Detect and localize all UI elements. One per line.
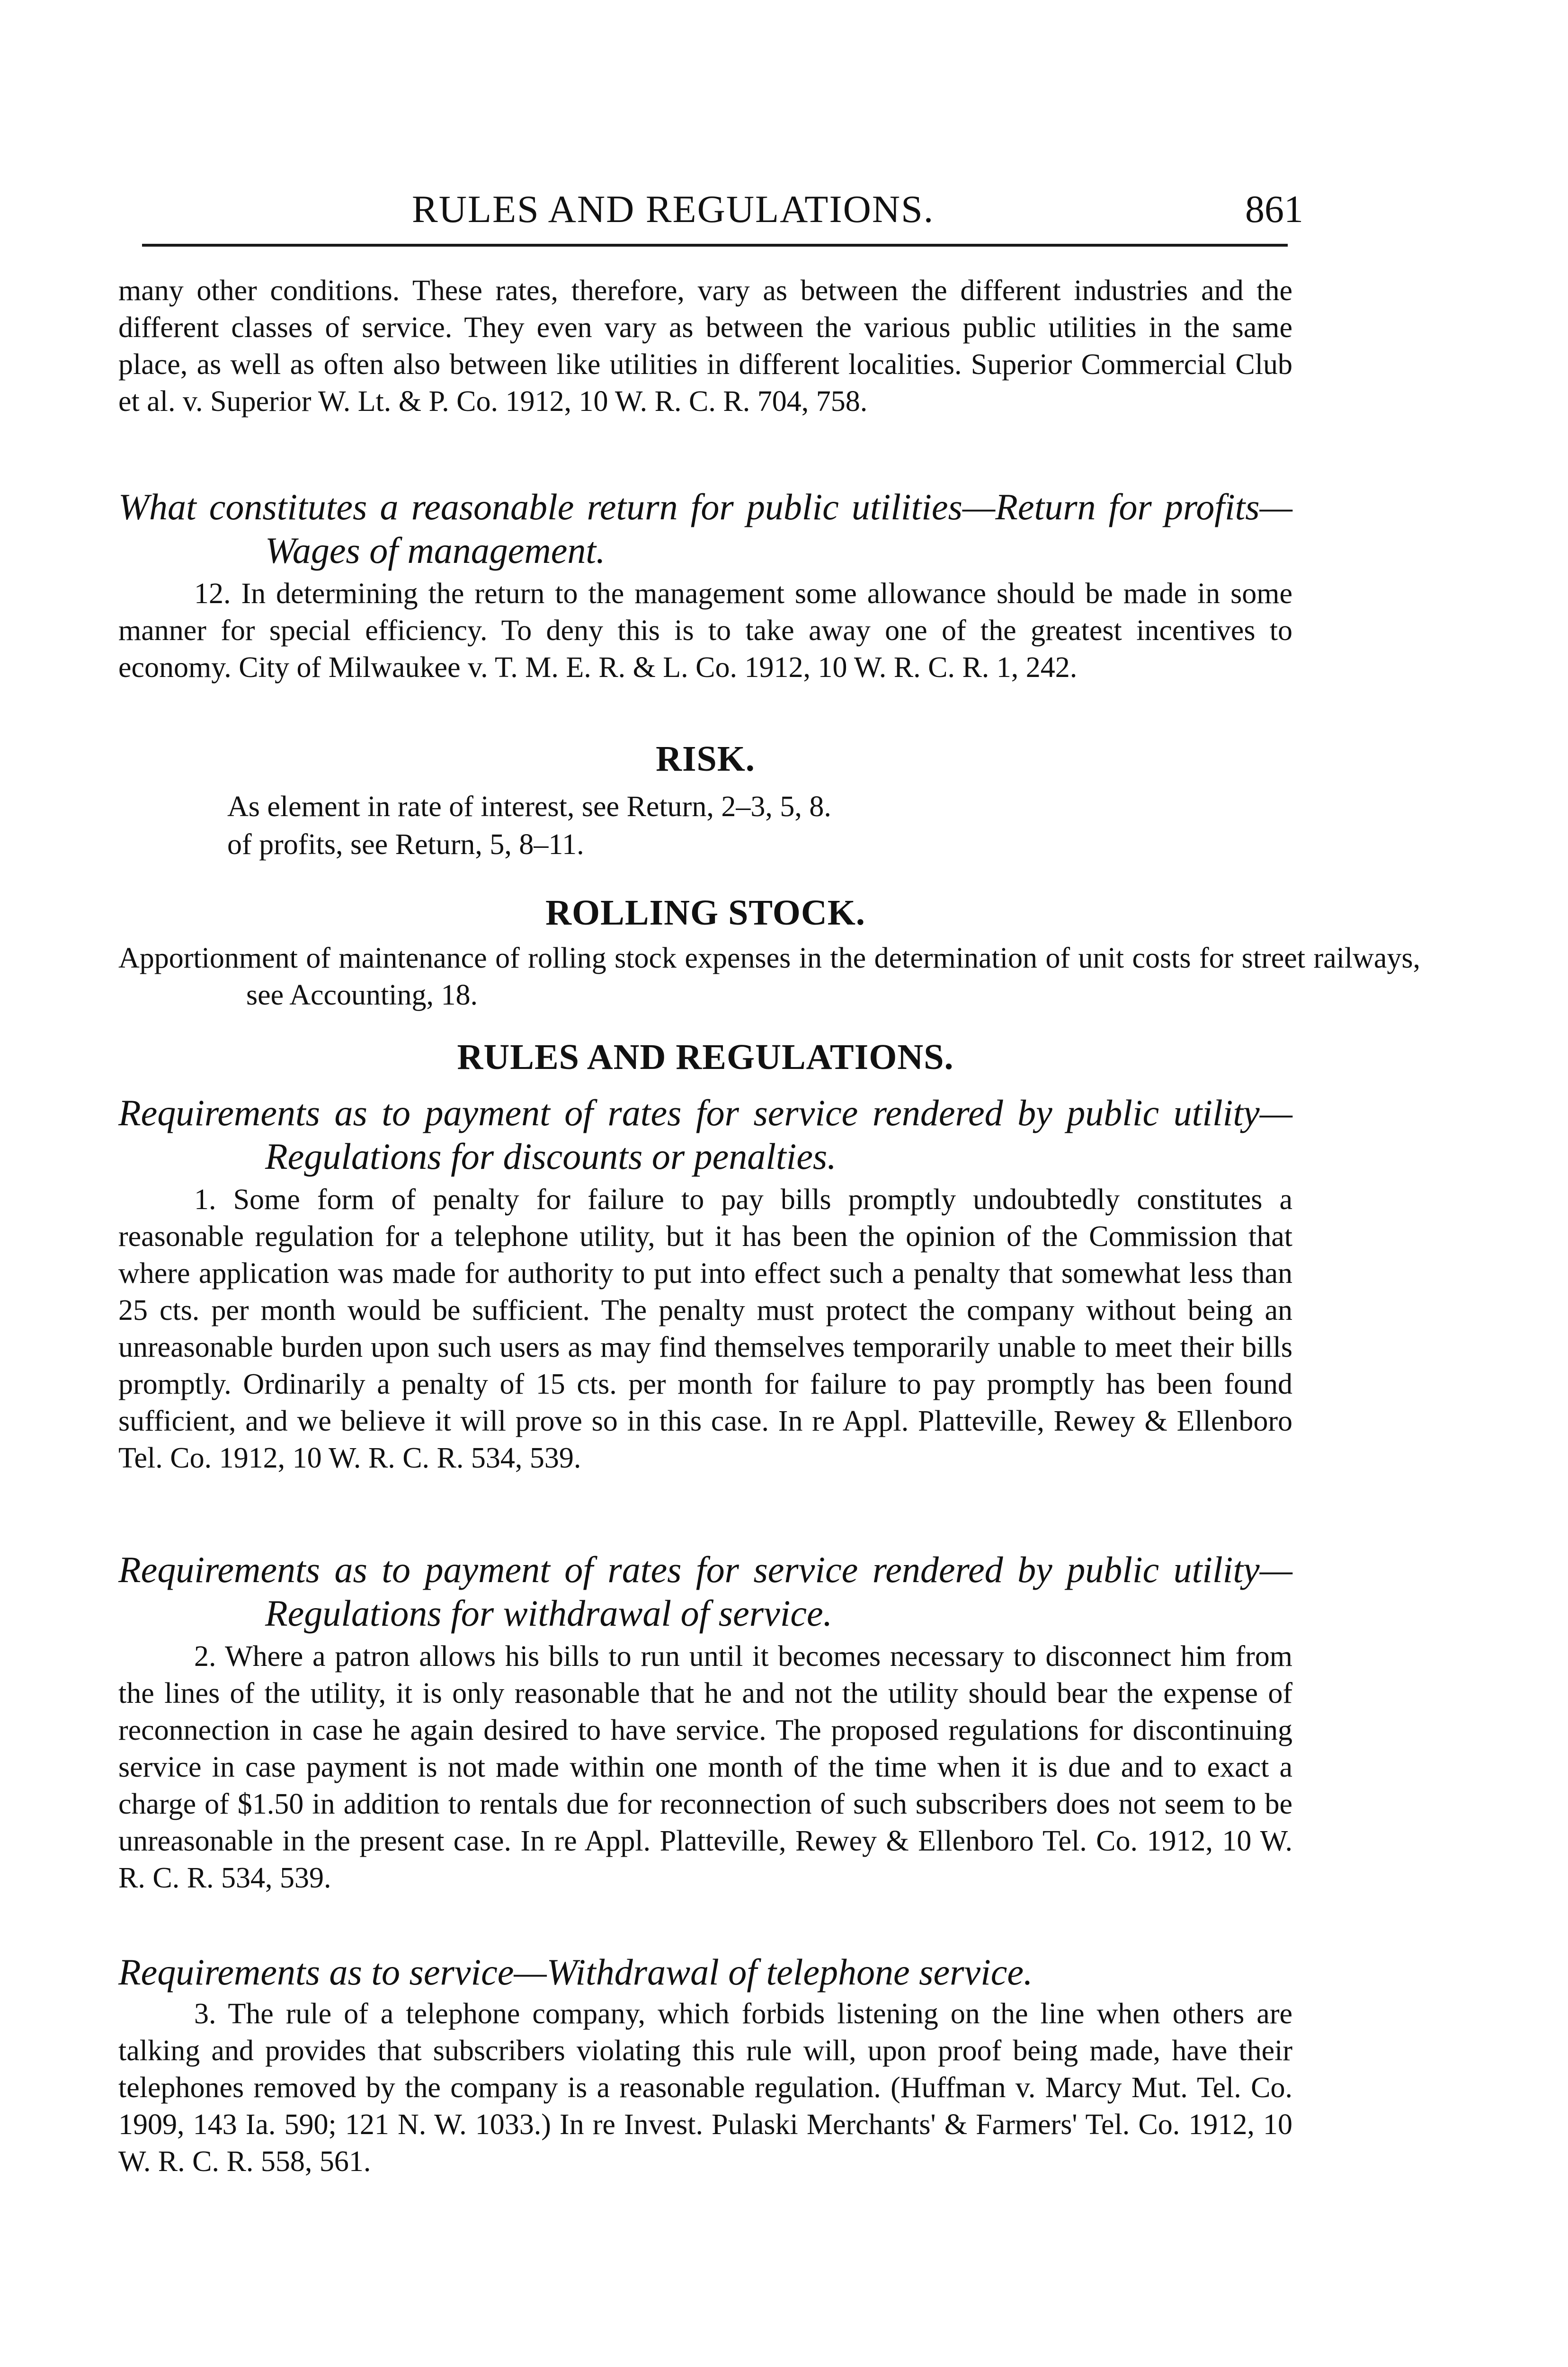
rolling-stock-entry: Apportionment of maintenance of rolling stock expenses in the determination of unit costs for street railways, see Accounting, 18. [118,942,1420,1011]
paragraph-1: 1. Some form of penalty for failure to pay bills promptly undoubtedly constitutes a reasonable regulation for a telephone utility, but it has been the opinion of the Commission that where application was made for authority to put into effect such a penalty that somewhat less than 25 cts. per month would be sufficient. The penalty must protect the company without being an unreasonable burden upon such users as may find themselves temporarily unable to meet their bills promptly. Ordinarily a penalty of 15 cts. per month for failure to pay promptly has been found sufficient, and we believe it will prove so in this case. In re Appl. Platteville, Rewey & Ellenboro Tel. Co. 1912, 10 W. R. C. R. 534, 539. [118,1184,1292,1474]
paragraph-3: 3. The rule of a telephone company, which forbids listening on the line when others are talking and provides that subscribers violating this rule will, upon proof being made, have their telephones removed by the company is a reasonable regulation. (Huffman v. Marcy Mut. Tel. Co. 1909, 143 Ia. 590; 121 N. W. 1033.) In re Invest. Pulaski Merchants' & Farmers' Tel. Co. 1912, 10 W. R. C. R. 558, 561. [118,1998,1292,2178]
page-number: 861 [1245,187,1303,231]
header-rule [142,244,1288,247]
risk-entry-profits: of profits, see Return, 5, 8–11. [227,828,584,861]
paragraph-12: 12. In determining the return to the management some allowance should be made in some manner for special efficiency. To deny this is to take away one of the greatest incentives to economy. City of Milwaukee v. T. M. E. R. & L. Co. 1912, 10 W. R. C. R. 1, 242. [118,578,1292,684]
running-title: RULES AND REGULATIONS. [412,187,935,231]
continuation-paragraph: many other conditions. These rates, therefore, vary as between the different industries and the different classes of service. They even vary as between the various public utilities in the same place, as well as often also between like utilities in different localities. Superior Commercial Club et al. v. Superior W. Lt. & P. Co. 1912, 10 W. R. C. R. 704, 758. [118,275,1292,418]
heading-rolling-stock: ROLLING STOCK. [545,893,865,933]
risk-entry-interest: As element in rate of interest, see Return, 2–3, 5, 8. [227,791,831,823]
caption-telephone-service: Requirements as to service—Withdrawal of telephone service. [118,1951,1033,1993]
heading-risk: RISK. [656,739,755,779]
section-caption-return: What constitutes a reasonable return for public utilities—Return for profits—Wages of management. [118,486,1292,571]
paragraph-2: 2. Where a patron allows his bills to run until it becomes necessary to disconnect him from the lines of the utility, it is only reasonable that he and not the utility should bear the expense of reconnection in case he again desired to have service. The proposed regulations for discontinuing service in case payment is not made within one month of the time when it is due and to exact a charge of $1.50 in addition to rentals due for reconnection of such subscribers does not seem to be unreasonable in the present case. In re Appl. Platteville, Rewey & Ellenboro Tel. Co. 1912, 10 W. R. C. R. 534, 539. [118,1640,1292,1894]
caption-withdrawal-of-service: Requirements as to payment of rates for service rendered by public utility—Regulations for withdrawal of service. [118,1549,1292,1634]
heading-rules-and-regulations: RULES AND REGULATIONS. [457,1037,954,1077]
caption-discounts-penalties: Requirements as to payment of rates for service rendered by public utility—Regulations for discounts or penalties. [118,1092,1292,1177]
